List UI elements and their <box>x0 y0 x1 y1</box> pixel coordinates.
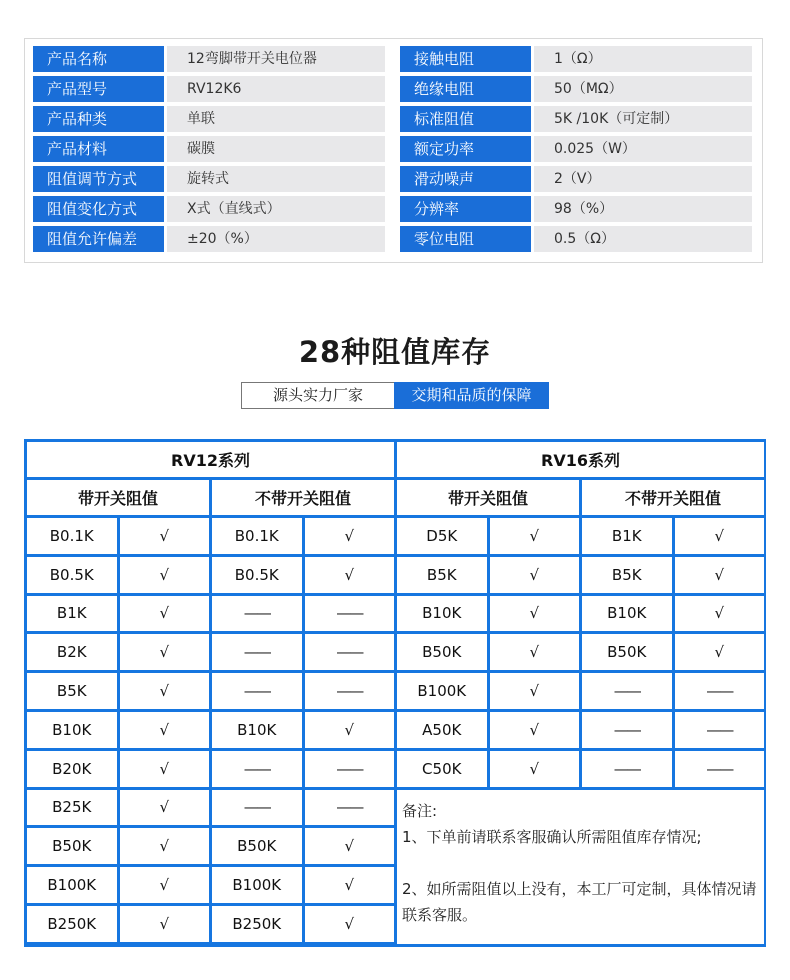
availability-mark-cell: —— <box>675 673 765 709</box>
header-with-switch: 带开关阻值 <box>397 480 579 515</box>
availability-mark-cell: √ <box>490 518 580 554</box>
spec-key: 产品材料 <box>33 136 164 162</box>
availability-mark-cell: √ <box>120 596 210 632</box>
spec-row <box>400 226 752 252</box>
resistance-value-cell: B10K <box>27 712 117 748</box>
resistance-value-cell: B0.1K <box>212 518 302 554</box>
series-title-rv12: RV12系列 <box>27 442 394 477</box>
spec-key: 零位电阻 <box>400 226 531 252</box>
availability-mark-cell: √ <box>305 867 395 903</box>
resistance-value-cell: —— <box>212 751 302 787</box>
availability-mark-cell: √ <box>305 518 395 554</box>
spec-value: 0.5（Ω） <box>534 226 752 252</box>
availability-mark-cell: √ <box>120 518 210 554</box>
spec-row <box>33 196 385 222</box>
availability-mark-cell: √ <box>120 828 210 864</box>
spec-table <box>24 38 763 263</box>
spec-key: 阻值调节方式 <box>33 166 164 192</box>
availability-mark-cell: —— <box>305 790 395 826</box>
spec-row <box>33 226 385 252</box>
spec-key: 滑动噪声 <box>400 166 531 192</box>
resistance-value-cell: B100K <box>27 867 117 903</box>
spec-row <box>400 76 752 102</box>
resistance-value-cell: —— <box>212 673 302 709</box>
spec-value: 12弯脚带开关电位器 <box>167 46 385 72</box>
resistance-value-cell: B1K <box>27 596 117 632</box>
resistance-value-cell: C50K <box>397 751 487 787</box>
tagline-quality-guarantee: 交期和品质的保障 <box>394 382 549 409</box>
spec-row <box>33 46 385 72</box>
availability-mark-cell: —— <box>675 751 765 787</box>
spec-value: RV12K6 <box>167 76 385 102</box>
availability-mark-cell: —— <box>305 634 395 670</box>
spec-key: 标准阻值 <box>400 106 531 132</box>
spec-key: 绝缘电阻 <box>400 76 531 102</box>
resistance-value-cell: B5K <box>582 557 672 593</box>
header-without-switch: 不带开关阻值 <box>582 480 764 515</box>
spec-value: 5K /10K（可定制） <box>534 106 752 132</box>
spec-value: 单联 <box>167 106 385 132</box>
notes-label: 备注: <box>402 801 438 820</box>
spec-key: 产品名称 <box>33 46 164 72</box>
availability-mark-cell: —— <box>675 712 765 748</box>
availability-mark-cell: √ <box>120 557 210 593</box>
availability-mark-cell: √ <box>120 712 210 748</box>
notes-box <box>397 790 764 944</box>
series-title-rv16: RV16系列 <box>397 442 764 477</box>
availability-mark-cell: √ <box>120 790 210 826</box>
availability-mark-cell: √ <box>490 557 580 593</box>
section-title: 28种阻值库存 <box>298 335 492 369</box>
spec-key: 产品种类 <box>33 106 164 132</box>
resistance-value-cell: B1K <box>582 518 672 554</box>
spec-value: ±20（%） <box>167 226 385 252</box>
spec-row <box>33 166 385 192</box>
resistance-value-cell: B10K <box>582 596 672 632</box>
spec-column-left <box>33 46 385 256</box>
resistance-value-cell: —— <box>212 634 302 670</box>
resistance-value-cell: B250K <box>212 906 302 942</box>
spec-key: 产品型号 <box>33 76 164 102</box>
notes-line-1: 1、下单前请联系客服确认所需阻值库存情况; <box>402 827 702 846</box>
availability-mark-cell: √ <box>490 712 580 748</box>
tagline-source-factory: 源头实力厂家 <box>241 382 394 409</box>
spec-row <box>400 46 752 72</box>
spec-key: 分辨率 <box>400 196 531 222</box>
resistance-value-cell: B0.5K <box>212 557 302 593</box>
resistance-value-cell: B5K <box>27 673 117 709</box>
resistance-value-cell: B2K <box>27 634 117 670</box>
notes-line-2: 2、如所需阻值以上没有，本工厂可定制，具体情况请联系客服。 <box>402 879 757 924</box>
resistance-value-cell: —— <box>582 712 672 748</box>
spec-value: 98（%） <box>534 196 752 222</box>
availability-mark-cell: √ <box>490 634 580 670</box>
resistance-value-cell: B10K <box>397 596 487 632</box>
resistance-value-cell: B100K <box>397 673 487 709</box>
availability-mark-cell: —— <box>305 673 395 709</box>
availability-mark-cell: √ <box>490 596 580 632</box>
resistance-value-cell: B20K <box>27 751 117 787</box>
availability-mark-cell: √ <box>120 634 210 670</box>
resistance-value-cell: B100K <box>212 867 302 903</box>
resistance-value-cell: B0.5K <box>27 557 117 593</box>
resistance-value-cell: B10K <box>212 712 302 748</box>
availability-mark-cell: √ <box>305 906 395 942</box>
spec-value: 1（Ω） <box>534 46 752 72</box>
spec-row <box>33 106 385 132</box>
availability-mark-cell: √ <box>675 557 765 593</box>
spec-key: 额定功率 <box>400 136 531 162</box>
availability-mark-cell: √ <box>120 673 210 709</box>
resistance-value-cell: B0.1K <box>27 518 117 554</box>
spec-row <box>400 106 752 132</box>
resistance-value-cell: —— <box>212 596 302 632</box>
spec-key: 阻值允许偏差 <box>33 226 164 252</box>
availability-mark-cell: √ <box>305 828 395 864</box>
resistance-value-cell: B50K <box>582 634 672 670</box>
availability-mark-cell: —— <box>305 751 395 787</box>
spec-value: 50（MΩ） <box>534 76 752 102</box>
resistance-value-cell: B50K <box>212 828 302 864</box>
resistance-value-cell: B5K <box>397 557 487 593</box>
availability-mark-cell: √ <box>120 867 210 903</box>
resistance-value-cell: B50K <box>27 828 117 864</box>
resistance-value-cell: —— <box>582 673 672 709</box>
resistance-value-cell: B50K <box>397 634 487 670</box>
availability-mark-cell: √ <box>120 906 210 942</box>
resistance-value-cell: B25K <box>27 790 117 826</box>
availability-mark-cell: √ <box>305 557 395 593</box>
resistance-value-cell: —— <box>212 790 302 826</box>
spec-key: 阻值变化方式 <box>33 196 164 222</box>
spec-column-right <box>400 46 752 256</box>
availability-mark-cell: √ <box>675 596 765 632</box>
spec-row <box>400 196 752 222</box>
inventory-table <box>24 439 766 947</box>
spec-key: 接触电阻 <box>400 46 531 72</box>
availability-mark-cell: —— <box>305 596 395 632</box>
availability-mark-cell: √ <box>490 673 580 709</box>
availability-mark-cell: √ <box>305 712 395 748</box>
resistance-value-cell: D5K <box>397 518 487 554</box>
spec-value: 碳膜 <box>167 136 385 162</box>
availability-mark-cell: √ <box>490 751 580 787</box>
resistance-value-cell: —— <box>582 751 672 787</box>
spec-row <box>33 136 385 162</box>
spec-value: X式（直线式） <box>167 196 385 222</box>
spec-value: 2（V） <box>534 166 752 192</box>
spec-row <box>400 136 752 162</box>
resistance-value-cell: A50K <box>397 712 487 748</box>
availability-mark-cell: √ <box>675 634 765 670</box>
spec-row <box>400 166 752 192</box>
spec-row <box>33 76 385 102</box>
header-without-switch: 不带开关阻值 <box>212 480 394 515</box>
header-with-switch: 带开关阻值 <box>27 480 209 515</box>
spec-value: 旋转式 <box>167 166 385 192</box>
spec-value: 0.025（W） <box>534 136 752 162</box>
availability-mark-cell: √ <box>120 751 210 787</box>
availability-mark-cell: √ <box>675 518 765 554</box>
tagline <box>241 382 549 409</box>
resistance-value-cell: B250K <box>27 906 117 942</box>
